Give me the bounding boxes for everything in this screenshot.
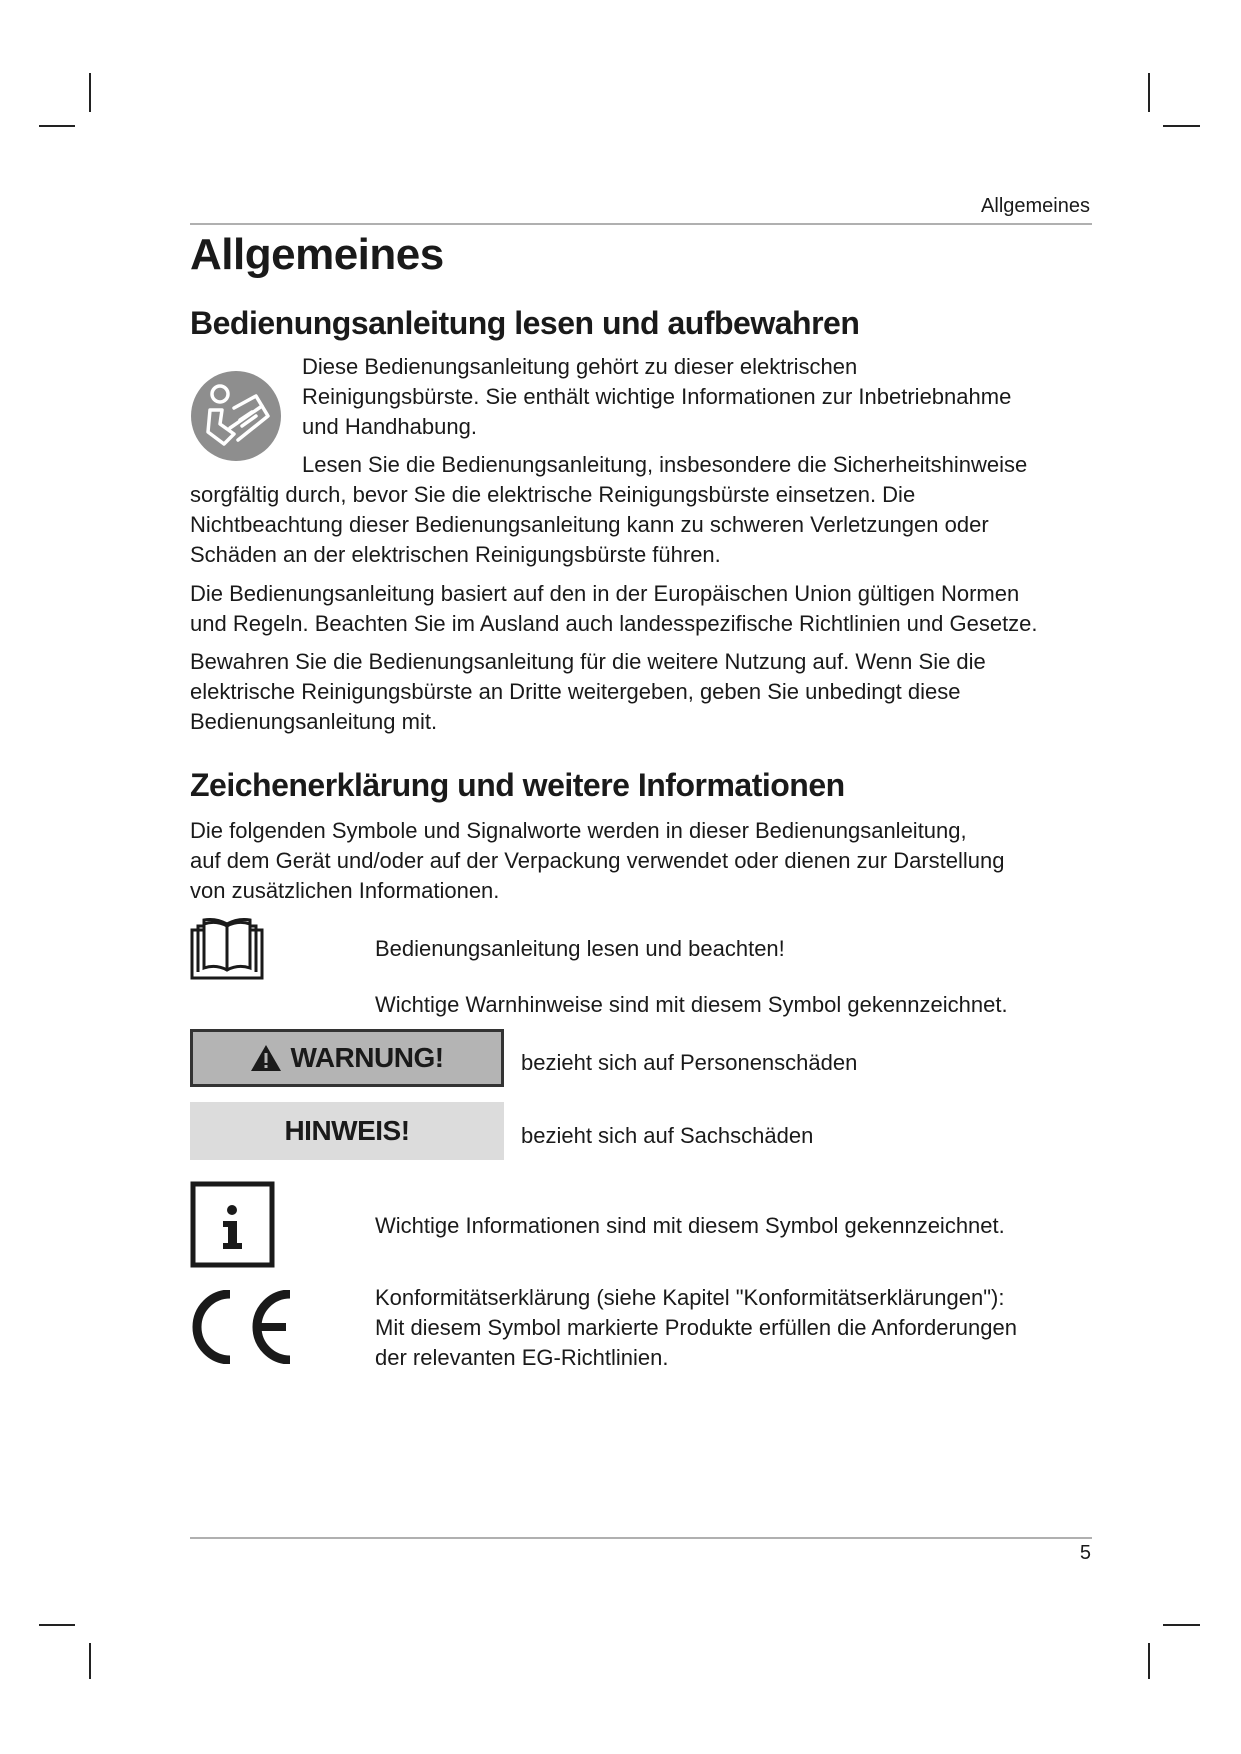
crop-mark — [1163, 125, 1200, 127]
page-number: 5 — [1079, 1542, 1091, 1564]
notice-label-box — [190, 1102, 504, 1160]
footer-rule — [190, 1537, 1092, 1539]
running-header: Allgemeines — [981, 195, 1090, 217]
crop-mark — [89, 1643, 91, 1679]
notice-label: HINWEIS! — [284, 1115, 410, 1146]
warning-description: bezieht sich auf Personenschäden — [521, 1050, 858, 1075]
page-title: Allgemeines — [190, 230, 444, 279]
read-manual-icon — [190, 370, 282, 462]
warning-symbol-text: Wichtige Warnhinweise sind mit diesem Symbol gekennzeichnet. — [375, 992, 1008, 1017]
warning-label-box — [190, 1029, 504, 1087]
section-heading: Zeichenerklärung und weitere Informationen — [190, 767, 845, 803]
crop-mark — [89, 73, 91, 112]
notice-description: bezieht sich auf Sachschäden — [521, 1123, 814, 1148]
crop-mark — [1148, 73, 1150, 112]
info-symbol-text: Wichtige Informationen sind mit diesem Symbol gekennzeichnet. — [375, 1213, 1005, 1238]
info-icon — [190, 1181, 275, 1268]
book-symbol-text: Bedienungsanleitung lesen und beachten! — [375, 936, 785, 961]
warning-label: WARNUNG! — [290, 1042, 444, 1073]
section-heading: Bedienungsanleitung lesen und aufbewahren — [190, 305, 860, 341]
header-rule — [190, 223, 1092, 225]
crop-mark — [39, 1624, 75, 1626]
ce-mark-icon — [190, 1290, 294, 1364]
crop-mark — [1148, 1643, 1150, 1679]
crop-mark — [39, 125, 75, 127]
crop-mark — [1163, 1624, 1200, 1626]
book-icon — [190, 916, 264, 980]
warning-triangle-icon — [250, 1044, 282, 1072]
